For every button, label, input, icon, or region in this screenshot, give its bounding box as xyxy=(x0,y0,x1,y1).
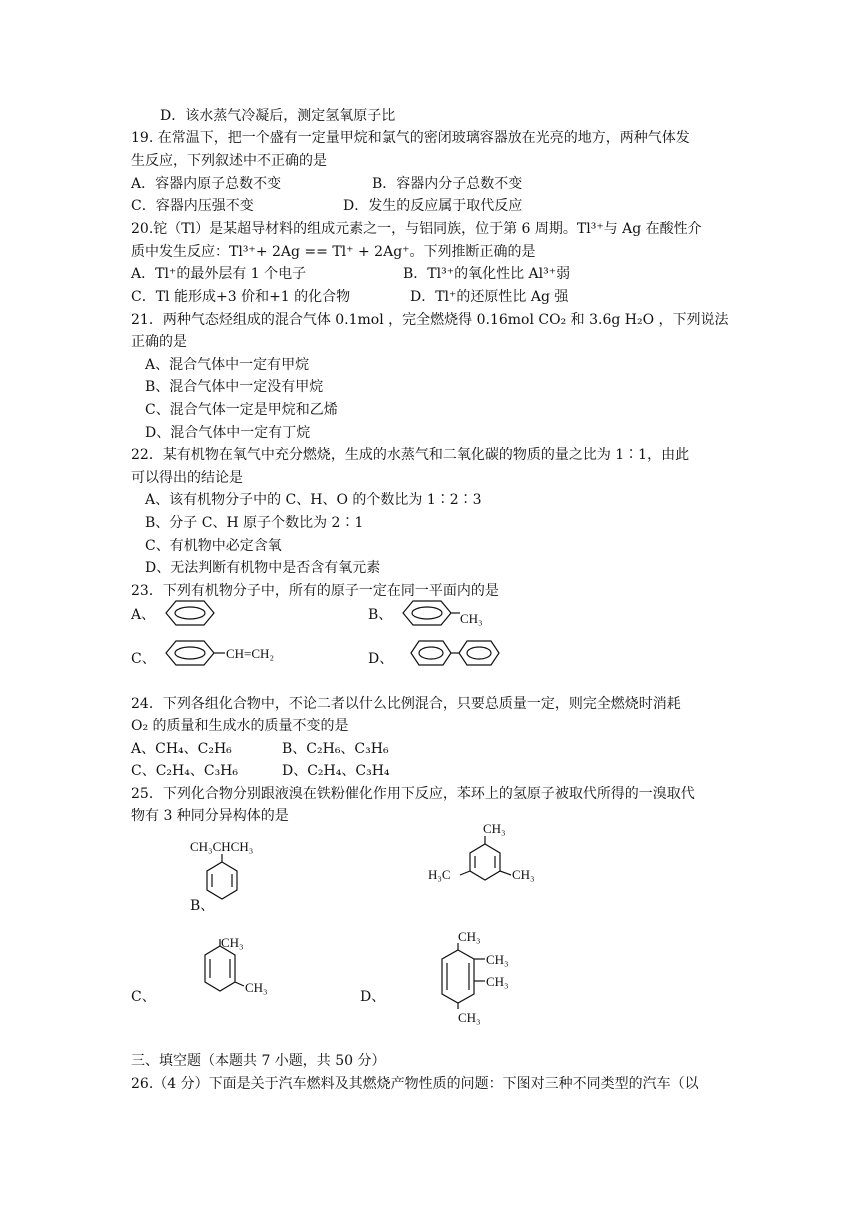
q25-stem-line2: 物有 3 种同分异构体的是 xyxy=(131,808,289,824)
q25-stem-line1: 25．下列化合物分别跟液溴在铁粉催化作用下反应，苯环上的氢原子被取代所得的一溴取代 xyxy=(131,786,695,802)
section-3-heading: 三、填空题（本题共 7 小题，共 50 分） xyxy=(131,1053,386,1069)
q25-label-d: D、 xyxy=(360,989,386,1005)
q24-option-d: D、C₂H₄、C₃H₄ xyxy=(282,763,390,779)
q22-option-a: A、该有机物分子中的 C、H、O 的个数比为 1∶2∶3 xyxy=(145,492,482,508)
q24-option-c: C、C₂H₄、C₃H₆ xyxy=(131,763,239,779)
q20-option-d: D．Tl⁺的还原性比 Ag 强 xyxy=(410,289,569,305)
q23-label-d: D、 xyxy=(368,651,394,667)
q25-label-b: B、 xyxy=(190,898,215,914)
mesitylene-ch3-right: CH₃ xyxy=(512,867,535,882)
q22-stem-line1: 22．某有机物在氧气中充分燃烧，生成的水蒸气和二氧化碳的物质的量之比为 1∶1，由此 xyxy=(131,447,690,463)
q18-option-d: D．该水蒸气冷凝后，测定氢氧原子比 xyxy=(160,108,396,124)
q20-option-b: B．Tl³⁺的氧化性比 Al³⁺弱 xyxy=(403,266,571,282)
q21-stem-line1: 21．两种气态烃组成的混合气体 0.1mol ，完全燃烧得 0.16mol CO₂ 和 3.6g H₂O ，下列说法 xyxy=(131,312,729,328)
q24-option-a: A、CH₄、C₂H₆ xyxy=(131,741,232,757)
q22-stem-line2: 可以得出的结论是 xyxy=(131,470,243,486)
q25-label-c: C、 xyxy=(131,989,156,1005)
q21-option-b: B、混合气体中一定没有甲烷 xyxy=(145,379,324,395)
q20-option-c: C．Tl 能形成+3 价和+1 的化合物 xyxy=(131,289,351,305)
q21-option-d: D、混合气体中一定有丁烷 xyxy=(145,425,311,441)
tmb-ch3-mid2: CH₃ xyxy=(486,974,509,989)
toluene-structure xyxy=(402,600,502,628)
q26-stem-line1: 26.（4 分）下面是关于汽车燃料及其燃烧产物性质的问题：下图对三种不同类型的汽车（以 xyxy=(131,1076,699,1092)
q19-option-d: D．发生的反应属于取代反应 xyxy=(343,198,523,214)
benzene-structure xyxy=(165,600,215,626)
m-xylene-ch3-right: CH₃ xyxy=(245,980,268,995)
q21-option-a: A、混合气体中一定有甲烷 xyxy=(145,357,310,373)
q24-stem-line2: O₂ 的质量和生成水的质量不变的是 xyxy=(131,718,349,734)
tmb-ch3-top: CH₃ xyxy=(458,929,481,944)
tmb-ch3-bottom: CH₃ xyxy=(458,1010,481,1025)
mesitylene-ch3-top: CH₃ xyxy=(483,821,506,836)
q23-label-c: C、 xyxy=(131,651,156,667)
q22-option-b: B、分子 C、H 原子个数比为 2∶1 xyxy=(145,515,364,531)
q20-stem-line1: 20.铊（Tl）是某超导材料的组成元素之一，与铝同族，位于第 6 周期。Tl³⁺与 Ag 在酸性介 xyxy=(131,221,702,237)
toluene-ch3-label: CH₃ xyxy=(460,611,483,626)
cumene-structure xyxy=(185,836,275,906)
q23-label-a: A、 xyxy=(131,607,156,623)
q20-stem-line2: 质中发生反应：Tl³⁺+ 2Ag == Tl⁺ + 2Ag⁺。下列推断正确的是 xyxy=(131,244,536,260)
m-xylene-ch3-top: CH₃ xyxy=(221,935,244,950)
q21-stem-line2: 正确的是 xyxy=(131,334,187,350)
mesitylene-structure xyxy=(427,820,547,890)
tmb-ch3-mid1: CH₃ xyxy=(486,952,509,967)
q19-option-c: C．容器内压强不变 xyxy=(131,198,254,214)
q21-option-c: C、混合气体一定是甲烷和乙烯 xyxy=(145,402,338,418)
biphenyl-structure xyxy=(410,640,510,668)
q20-option-a: A．Tl⁺的最外层有 1 个电子 xyxy=(131,266,307,282)
q19-option-b: B．容器内分子总数不变 xyxy=(372,176,523,192)
styrene-structure xyxy=(165,640,295,668)
tetramethylbenzene-structure xyxy=(430,926,530,1026)
q19-stem-line2: 生反应，下列叙述中不正确的是 xyxy=(131,153,327,169)
q19-stem-line1: 19. 在常温下，把一个盛有一定量甲烷和氯气的密闭玻璃容器放在光亮的地方，两种气体发 xyxy=(131,130,690,146)
q24-option-b: B、C₂H₆、C₃H₆ xyxy=(282,741,389,757)
q24-stem-line1: 24．下列各组化合物中，不论二者以什么比例混合，只要总质量一定，则完全燃烧时消耗 xyxy=(131,696,681,712)
q22-option-c: C、有机物中必定含氧 xyxy=(145,538,282,554)
styrene-vinyl-label: CH=CH₂ xyxy=(226,646,274,661)
q23-stem: 23．下列有机物分子中，所有的原子一定在同一平面内的是 xyxy=(131,583,499,599)
q23-label-b: B、 xyxy=(368,607,393,623)
m-xylene-structure xyxy=(200,932,290,1002)
mesitylene-h3c-left: H₃C xyxy=(428,867,451,882)
cumene-isopropyl-label: CH₃CHCH₃ xyxy=(190,839,254,854)
q19-option-a: A．容器内原子总数不变 xyxy=(131,176,282,192)
q22-option-d: D、无法判断有机物中是否含有氧元素 xyxy=(145,560,381,576)
